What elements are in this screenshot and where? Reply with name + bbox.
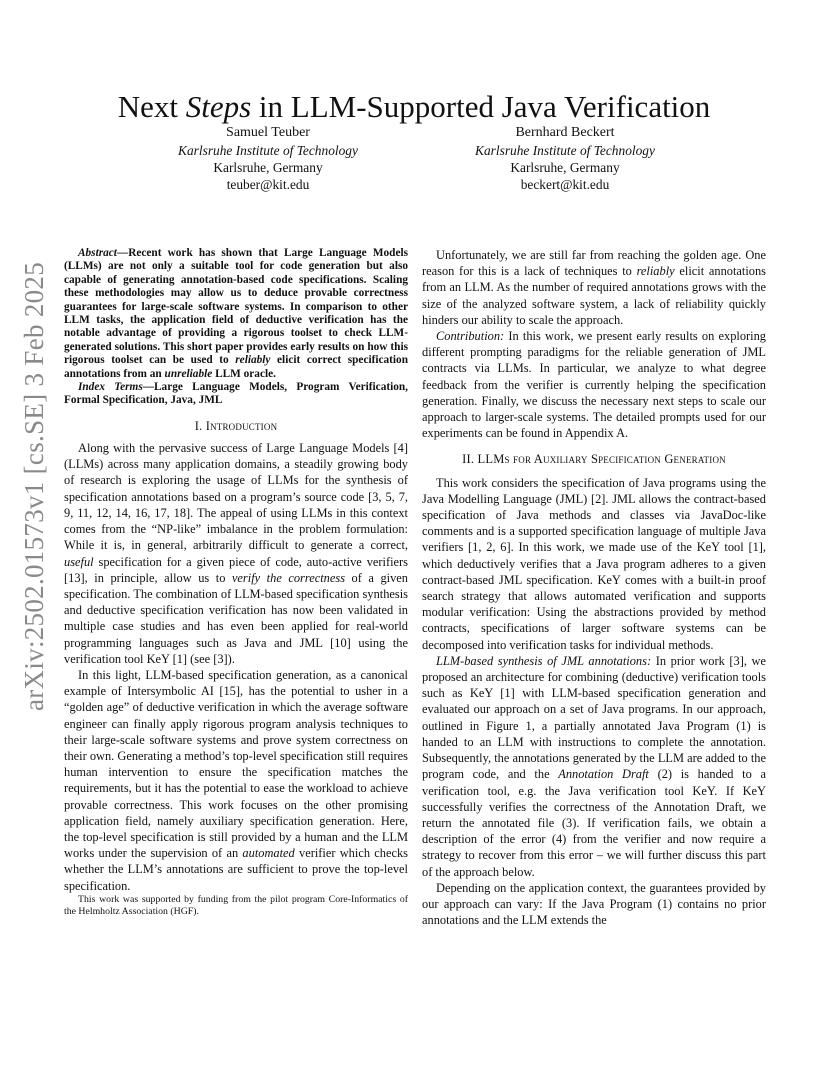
author-location: Karlsruhe, Germany: [510, 160, 620, 175]
arxiv-stamp: [15, 261, 55, 711]
abstract-label: Abstract: [78, 247, 117, 259]
left-column: [64, 247, 408, 918]
paper-title: [60, 85, 768, 129]
title-part: in LLM-Supported Java Verification: [251, 88, 711, 124]
author-name: Samuel Teuber: [226, 125, 310, 140]
section2-paragraph-1: This work considers the specification of Java programs using the Java Modelling Language (JML) [2]. JML allows the contract-based specification of Java methods and classes via JavaDoc-like comments and is a supported specification language of multiple Java verifiers [1, 2, 6]. In this work, we made use of the KeY tool [1], which deductively verifies that a Java program adheres to a given contract-based JML specification. KeY comes with a built-in proof search strategy that allows automated verification and supports modular verification: Using the abstractions provided by method contracts, specifications of larger software systems can be decomposed into verification tasks for individual methods.: [422, 475, 766, 652]
intro-paragraph-2: In this light, LLM-based specification generation, as a canonical example of Intersymbolic AI [15], has the potential to usher in a “golden age” of deductive verification in which the average software engineer can finally apply rigorous program analysis techniques to their large-scale software systems and prove system correctness on their own. Generating a method’s top-level specification still requires human intervention to ensure the specification matches the requirements, but it has the potential to ease the workload to achieve provable correctness. This work focuses on the other promising application field, namely auxiliary specification generation. Here, the top-level specification is still provided by a human and the LLM works under the supervision of an automated verifier which checks whether the LLM’s annotations are sufficient to prove the top-level specification.: [64, 667, 408, 893]
right-column: [422, 247, 766, 928]
right-paragraph-1: Unfortunately, we are still far from reaching the golden age. One reason for this is a lack of techniques to reliably elicit annotations from an LLM. As the number of required annotations grows with the size of the analyzed software system, a lack of reliability quickly hinders our ability to scale the approach.: [422, 248, 766, 327]
arxiv-stamp-text: arXiv:2502.01573v1 [cs.SE] 3 Feb 2025: [19, 261, 50, 711]
funding-footnote: This work was supported by funding from the pilot program Core-Informatics of the Helmholtz Association (HGF).: [64, 893, 408, 917]
author-block-2: [415, 124, 715, 193]
intro-paragraph-1: Along with the pervasive success of Large Language Models [4] (LLMs) across many application domains, a steadily growing body of research is exploring the usage of LLMs for the synthesis of specification annotations based on a program’s source code [3, 5, 7, 9, 11, 12, 14, 16, 17, 18]. The appeal of using LLMs in this context comes from the “NP-like” imbalance in the problem formulation: While it is, in general, arbitrarily difficult to generate a correct, useful specification for a given piece of code, auto-active verifiers [13], in principle, allow us to verify the correctness of a given specification. The combination of LLM-based specification synthesis and deductive specification verification has now been validated in multiple case studies and has even been applied for real-world programming languages such as Java and JML [10] using the verification tool KeY [1] (see [3]).: [64, 441, 408, 666]
title-emphasis: Steps: [185, 88, 252, 124]
author-email: beckert@kit.edu: [520, 177, 610, 192]
paragraph-label: LLM-based synthesis of JML annotations:: [436, 653, 652, 668]
author-affiliation: Karlsruhe Institute of Technology: [475, 143, 655, 158]
section2-paragraph-2: LLM-based synthesis of JML annotations: In prior work [3], we proposed an architecture for combining (deductive) verification tools such as KeY [1] with LLM-based specification generation and evaluated our approach on a set of Java programs. In our approach, outlined in Figure 1, a partially annotated Java Program (1) is handed to an LLM with instructions to complete the annotation. Subsequently, the annotations generated by the LLM are added to the program code, and the Annotation Draft (2) is handed to a verification tool, e.g. the Java verification tool KeY. If KeY successfully verifies the correctness of the Annotation Draft, we return the annotated file (3). If verification fails, we obtain a description of the error (4) from the verifier and now require a strategy to recover from this error – we will further discuss this part of the approach below.: [422, 653, 766, 879]
author-affiliation: Karlsruhe Institute of Technology: [178, 143, 358, 158]
contribution-paragraph: Contribution: In this work, we present early results on exploring different prompting paradigms for the reliable generation of JML contracts via LLMs. In particular, we analyze to what degree feedback from the verifier is currently helping the specification generation. Finally, we discuss the necessary next steps to scale our approach to larger-scale systems. The detailed prompts used for our experiments can be found in Appendix A.: [422, 329, 766, 441]
contribution-label: Contribution:: [436, 329, 505, 344]
title-part: Next: [117, 88, 186, 124]
author-email: teuber@kit.edu: [226, 177, 310, 192]
section-heading-introduction: I. Introduction: [194, 418, 278, 433]
index-terms-label: Index Terms: [78, 381, 143, 394]
index-terms: Index Terms—Large Language Models, Program Verification, Formal Specification, Java, JML: [64, 381, 408, 407]
section-heading-auxiliary-specification: II. LLMs for Auxiliary Specification Generation: [462, 452, 726, 467]
section2-paragraph-3: Depending on the application context, the guarantees provided by our approach can vary: If the Java Program (1) contains no prior annotations and the LLM extends the: [422, 880, 766, 928]
author-block-1: [118, 124, 418, 193]
author-location: Karlsruhe, Germany: [213, 160, 323, 175]
abstract: Abstract—Recent work has shown that Large Language Models (LLMs) are not only a suitable tool for code generation but also capable of generating annotation-based code specifications. Scaling these methodologies may allow us to deduce provable correctness guarantees for large-scale software systems. In comparison to other LLM tasks, the application field of deductive verification has the notable advantage of providing a rigorous toolset to check LLM-generated solutions. This short paper provides early results on how this rigorous toolset can be used to reliably elicit correct specification annotations from an unreliable LLM oracle.: [64, 247, 408, 380]
author-name: Bernhard Beckert: [515, 125, 615, 140]
